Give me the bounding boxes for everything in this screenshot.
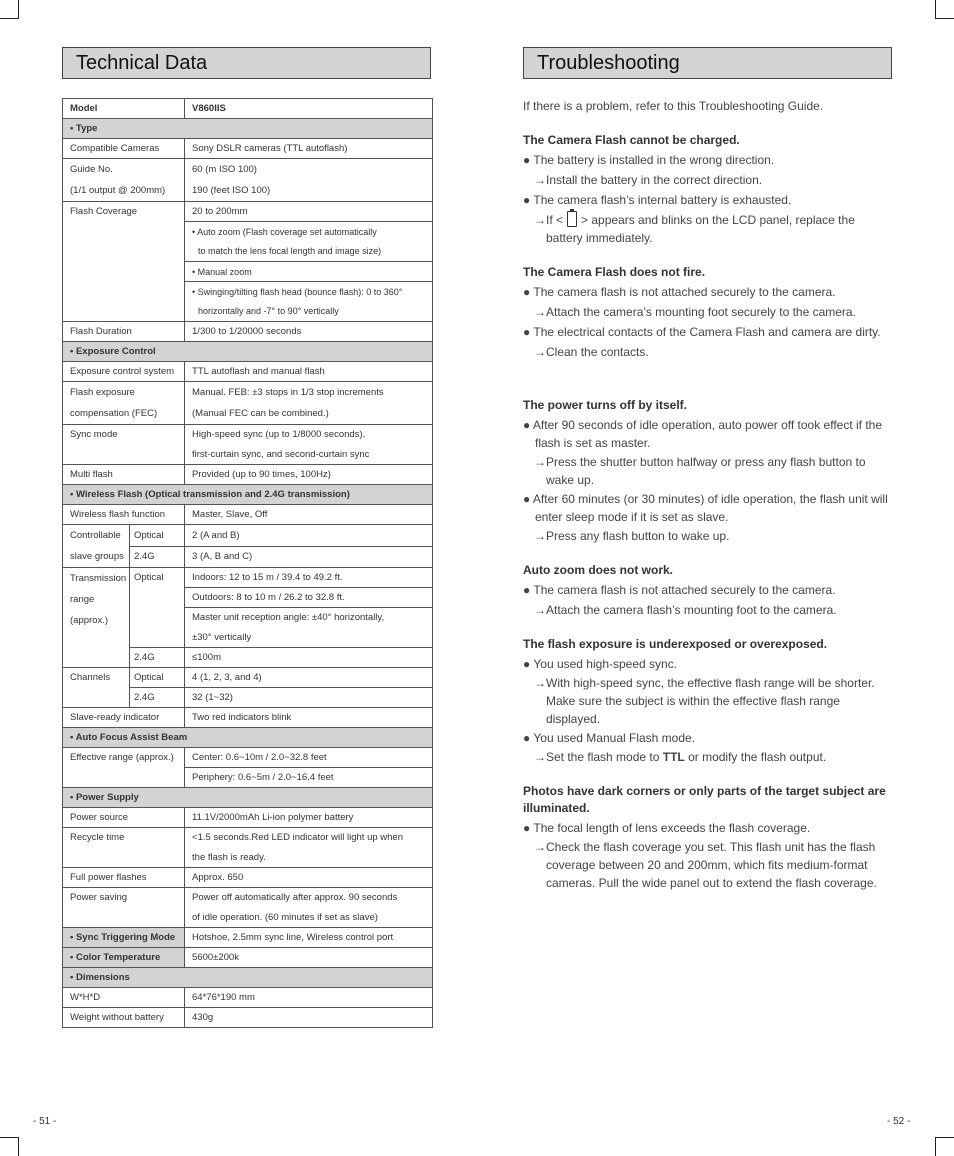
section-heading: The flash exposure is underexposed or overexposed.	[523, 637, 828, 651]
page-number-right: - 52 -	[887, 1116, 911, 1127]
table-row: to match the lens focal length and image size)	[63, 242, 433, 262]
arrow-icon: →	[534, 213, 546, 227]
table-row: Slave-ready indicator Two red indicators blink	[63, 708, 433, 728]
bullet-item: ● The camera flash’s internal battery is exhausted.	[523, 193, 792, 207]
bullet-item: ● After 60 minutes (or 30 minutes) of idle operation, the flash unit will enter sleep mode if it is set as slave.	[523, 492, 888, 524]
table-row: • Auto zoom (Flash coverage set automatically	[63, 222, 433, 242]
table-row: 2.4G 32 (1~32)	[63, 688, 433, 708]
crop-mark-bottom-left	[0, 1137, 19, 1156]
arrow-icon: →	[534, 529, 546, 543]
arrow-item: →Press any flash button to wake up.	[534, 529, 730, 543]
troubleshooting-guide	[523, 97, 893, 892]
table-row: horizontally and -7° to 90° vertically	[63, 302, 433, 322]
table-row: Flash exposure compensation (FEC) Manual. FEB: ±3 stops in 1/3 stop increments	[63, 382, 433, 404]
table-row: • Sync Triggering Mode Hotshoe, 2.5mm sync line, Wireless control port	[63, 928, 433, 948]
table-row: 190 (feet ISO 100)	[63, 180, 433, 202]
table-row: Sync mode High-speed sync (up to 1/8000 seconds),	[63, 425, 433, 445]
arrow-icon: →	[534, 603, 546, 617]
section-row: • Wireless Flash (Optical transmission and 2.4G transmission)	[63, 485, 433, 505]
bullet-item: ● The camera flash is not attached securely to the camera.	[523, 285, 836, 299]
bullet-item: ● You used Manual Flash mode.	[523, 731, 696, 745]
table-row: Guide No. (1/1 output @ 200mm) 60 (m ISO 100)	[63, 159, 433, 181]
table-row: Channels Optical 4 (1, 2, 3, and 4)	[63, 668, 433, 688]
arrow-icon: →	[534, 676, 546, 690]
bullet-item: ● The focal length of lens exceeds the flash coverage.	[523, 821, 811, 835]
table-row: Master unit reception angle: ±40° horizontally,	[63, 608, 433, 628]
arrow-icon: →	[534, 455, 546, 469]
arrow-item: →Check the flash coverage you set. This flash unit has the flash coverage between 20 and 200mm, which fits medium-format cameras. Pull the wide panel out to extend the flash coverage.	[534, 840, 877, 890]
table-row: 2.4G 3 (A, B and C)	[63, 546, 433, 568]
section-row: • Auto Focus Assist Beam	[63, 728, 433, 748]
table-row: Controllable slave groups Optical 2 (A and B)	[63, 525, 433, 547]
arrow-icon: →	[534, 840, 546, 854]
arrow-item: →If < > appears and blinks on the LCD panel, replace the battery immediately.	[534, 213, 855, 245]
table-row: • Swinging/tilting flash head (bounce flash): 0 to 360°	[63, 282, 433, 302]
arrow-item: →With high-speed sync, the effective flash range will be shorter. Make sure the subject is within the effective flash range displayed.	[534, 676, 875, 726]
bullet-item: ● The camera flash is not attached securely to the camera.	[523, 583, 836, 597]
page-number-left: - 51 -	[33, 1116, 57, 1127]
table-row: Multi flash Provided (up to 90 times, 100Hz)	[63, 465, 433, 485]
table-row: Transmission range (approx.) Optical Indoors: 12 to 15 m / 39.4 to 49.2 ft.	[63, 568, 433, 588]
section-heading: The Camera Flash does not fire.	[523, 265, 706, 279]
bullet-item: ● You used high-speed sync.	[523, 657, 678, 671]
table-row: 2.4G ≤100m	[63, 648, 433, 668]
arrow-icon: →	[534, 173, 546, 187]
crop-mark-bottom-right	[935, 1137, 954, 1156]
bullet-item: ● The electrical contacts of the Camera Flash and camera are dirty.	[523, 325, 881, 339]
table-row: W*H*D 64*76*190 mm	[63, 988, 433, 1008]
arrow-icon: →	[534, 345, 546, 359]
section-heading: The Camera Flash cannot be charged.	[523, 133, 740, 147]
section-row: • Type	[63, 119, 433, 139]
battery-icon	[567, 211, 577, 227]
section-heading: The power turns off by itself.	[523, 398, 688, 412]
table-row: first-curtain sync, and second-curtain sync	[63, 445, 433, 465]
table-row: Power source 11.1V/2000mAh Li-ion polymer battery	[63, 808, 433, 828]
bullet-item: ● After 90 seconds of idle operation, auto power off took effect if the flash is set as master.	[523, 418, 883, 450]
arrow-item: →Install the battery in the correct direction.	[534, 173, 763, 187]
table-row: Effective range (approx.) Center: 0.6~10m / 2.0~32.8 feet	[63, 748, 433, 768]
table-row: Wireless flash function Master, Slave, Off	[63, 505, 433, 525]
table-row: of idle operation. (60 minutes if set as slave)	[63, 908, 433, 928]
crop-mark-top-right	[935, 0, 954, 19]
section-row: • Power Supply	[63, 788, 433, 808]
intro-text: If there is a problem, refer to this Troubleshooting Guide.	[523, 99, 824, 113]
table-row: Flash Duration 1/300 to 1/20000 seconds	[63, 322, 433, 342]
table-row: Flash Coverage 20 to 200mm	[63, 202, 433, 222]
section-heading: Photos have dark corners or only parts of the target subject are illuminated.	[523, 784, 886, 815]
arrow-item: →Attach the camera’s mounting foot securely to the camera.	[534, 305, 856, 319]
table-row: Weight without battery 430g	[63, 1008, 433, 1028]
section-row: • Dimensions	[63, 968, 433, 988]
arrow-item: →Attach the camera flash’s mounting foot to the camera.	[534, 603, 837, 617]
table-row: (Manual FEC can be combined.)	[63, 403, 433, 425]
arrow-item: →Press the shutter button halfway or press any flash button to wake up.	[534, 455, 866, 487]
table-row: • Manual zoom	[63, 262, 433, 282]
table-row: Full power flashes Approx. 650	[63, 868, 433, 888]
model-value: V860IIS	[185, 99, 433, 119]
table-row: Recycle time <1.5 seconds.Red LED indicator will light up when	[63, 828, 433, 848]
table-row: Periphery: 0.6~5m / 2.0~16.4 feet	[63, 768, 433, 788]
table-row	[63, 99, 433, 119]
arrow-icon: →	[534, 750, 546, 764]
table-row: the flash is ready.	[63, 848, 433, 868]
table-row: Compatible Cameras Sony DSLR cameras (TTL autoflash)	[63, 139, 433, 159]
arrow-item: →Clean the contacts.	[534, 345, 649, 359]
crop-mark-top-left	[0, 0, 19, 19]
table-row: Exposure control system TTL autoflash and manual flash	[63, 362, 433, 382]
technical-data-title: Technical Data	[62, 47, 431, 79]
section-row: • Exposure Control	[63, 342, 433, 362]
model-label: Model	[63, 99, 185, 119]
troubleshooting-title: Troubleshooting	[523, 47, 892, 79]
table-row: Power saving Power off automatically after approx. 90 seconds	[63, 888, 433, 908]
arrow-item: →Set the flash mode to TTL or modify the flash output.	[534, 750, 827, 764]
section-heading: Auto zoom does not work.	[523, 563, 673, 577]
table-row: Outdoors: 8 to 10 m / 26.2 to 32.8 ft.	[63, 588, 433, 608]
technical-data-table	[62, 98, 433, 1028]
table-row: • Color Temperature 5600±200k	[63, 948, 433, 968]
arrow-icon: →	[534, 305, 546, 319]
bullet-item: ● The battery is installed in the wrong direction.	[523, 153, 775, 167]
table-row: ±30° vertically	[63, 628, 433, 648]
